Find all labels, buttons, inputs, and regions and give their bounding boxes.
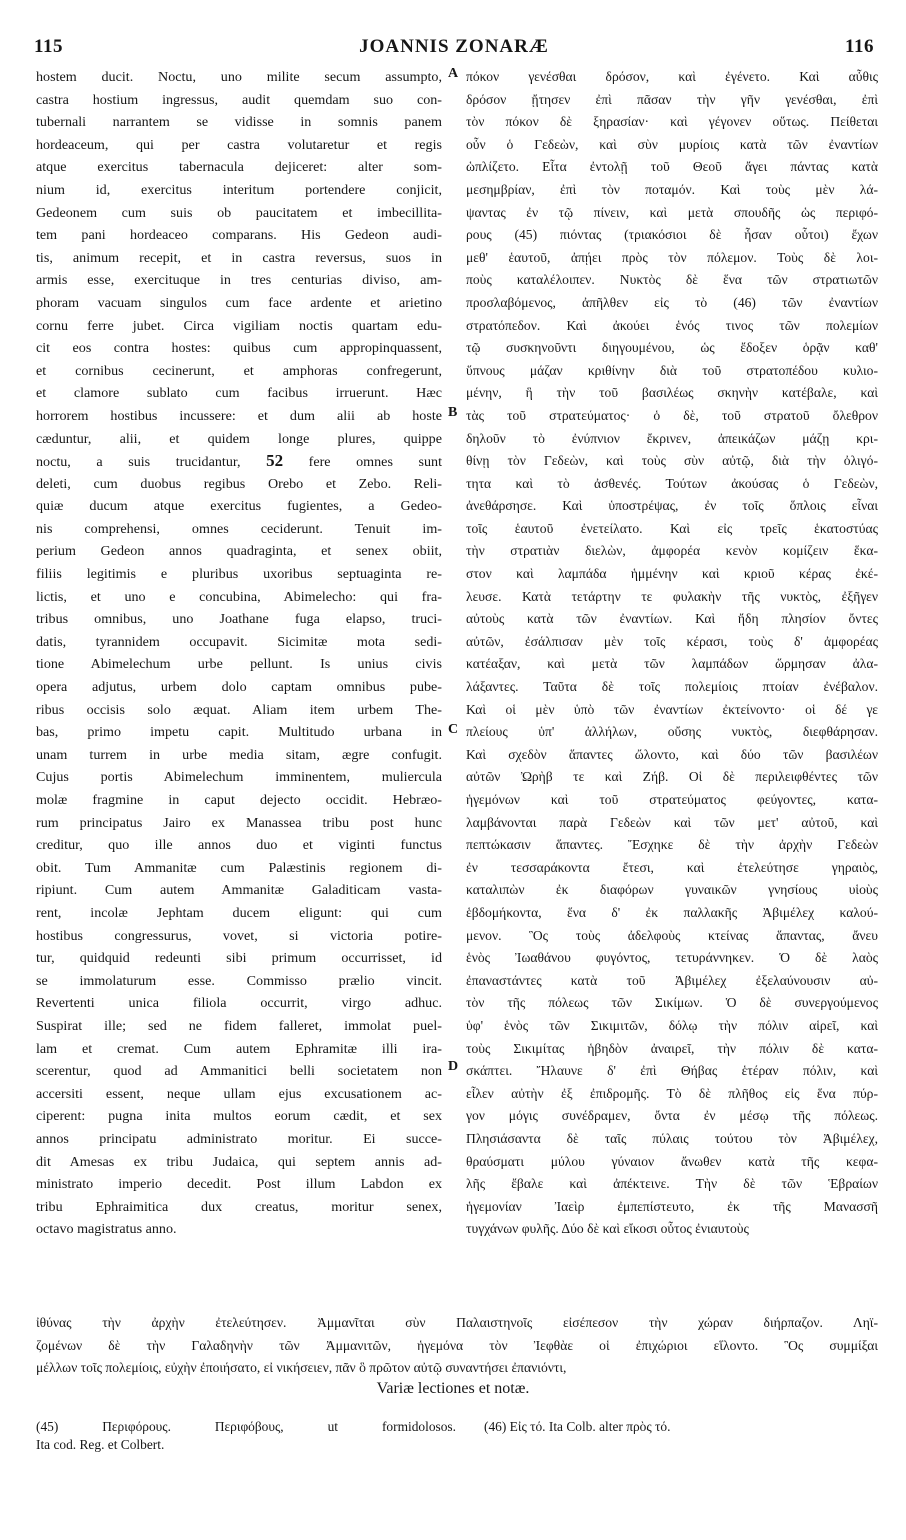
- note-line: (45) Περιφόρους. Περιφόβους, ut formidolosos.: [36, 1419, 456, 1434]
- latin-text-line: phoram vacuam singulos cum face ardente et arietino: [36, 294, 442, 311]
- greek-text-line: λῆς ἔβαλε καὶ ἀπέκτεινε. Τὴν δὲ τῶν Ἑβραίων: [466, 1176, 878, 1192]
- latin-text-line: nium id, exercitus interitum portendere conjicit,: [36, 181, 442, 198]
- latin-text-line: tione Abimelechum urbe pellunt. Is unius civis: [36, 656, 442, 673]
- latin-text-line: obit. Tum Ammanitæ cum Palæstinis regionem di-: [36, 859, 442, 876]
- latin-text-line: Suspirat ille; sed ne fidem falleret, immolat puel-: [36, 1017, 442, 1034]
- latin-text-line: tubernali narrantem se vidisse in somnis panem: [36, 114, 442, 131]
- margin-marker-c: C: [448, 722, 459, 737]
- latin-text-line: tribu Ephraimitica dux creatus, moritur senex,: [36, 1198, 442, 1215]
- greek-text-line: αὐτοὺς κατὰ τῶν ἐναντίων. Καὶ ἤδη πλησίον ὄντες: [466, 611, 878, 627]
- latin-text-line: noctu, a suis trucidantur, 52 fere omnes sunt: [36, 451, 442, 471]
- latin-text-line: horrorem hostibus incussere: et dum alii ab hoste: [36, 407, 442, 424]
- latin-text-line: ripiunt. Cum autem Ammanitæ Galaditicam vasta-: [36, 882, 442, 899]
- latin-text-line: et cornibus cecinerunt, et amphoras confregerunt,: [36, 362, 442, 379]
- latin-text-line: castra hostium ingressus, audit quemdam suo con-: [36, 91, 442, 108]
- latin-text-line: tribus omnibus, uno Joathane fuga elapso, truci-: [36, 611, 442, 628]
- latin-text-line: perium Gedeon annos quadraginta, et senex obiit,: [36, 543, 442, 560]
- latin-text-line: datis, tyrannidem occupavit. Sicimitæ mota sedi-: [36, 633, 442, 650]
- greek-text-line: τῷ συσκηνοῦντι διηγουμένου, ὡς ἔδοξεν ὁρᾷν καθ': [466, 340, 878, 356]
- greek-text-line: θραύσματι μύλου γύναιον ἄνωθεν κατὰ τῆς κεφα-: [466, 1153, 878, 1169]
- latin-text-line: octavo magistratus anno.: [36, 1221, 177, 1238]
- latin-text-line: cornu ferre jubet. Circa vigiliam noctis quartam edu-: [36, 317, 442, 334]
- greek-text-line: τὸν τῆς πόλεως τῶν Σικίμων. Ὁ δὲ συνεργούμενος: [466, 995, 878, 1011]
- full-width-greek-text: [36, 1312, 878, 1380]
- latin-text-line: hostem ducit. Noctu, uno milite secum assumpto,: [36, 69, 442, 85]
- note-46: [484, 1418, 884, 1436]
- greek-text-line: μέλλων τοῖς πολεμίοις, εὐχὴν ἐποιήσατο, εἰ νικήσειεν, πᾶν ὃ πρῶτον αὐτῷ συναντήσει ἐπανιόντι,: [36, 1360, 567, 1376]
- latin-text-line: molæ fragmine in caput dejecto occidit. Hebræo-: [36, 792, 442, 808]
- latin-text-line: cit eos contra hostes: quibus cum appropinquassent,: [36, 340, 442, 357]
- folio-number: 52: [266, 451, 284, 471]
- greek-text-line: ἡγεμόνων καὶ τοῦ στρατεύματος φεύγοντες, κατα-: [466, 792, 878, 807]
- greek-text-line: τυγχάνων φυλῆς. Δύο δὲ καὶ εἴκοσι οὗτος ἐνιαυτοὺς: [466, 1221, 749, 1237]
- latin-text-line: filiis legitimis e pluribus uxoribus septuaginta re-: [36, 566, 442, 583]
- greek-text-line: θίνῃ τὸν Γεδεὼν, καὶ τοὺς σὺν αὐτῷ, διὰ τὴν ὀλιγό-: [466, 453, 878, 469]
- latin-text-line: quiæ ducum atque exercitus fugientes, a Gedeo-: [36, 498, 442, 515]
- greek-text-line: πεπτώκασιν ἅπαντες. Ἔσχηκε δὲ τὴν ἀρχὴν Γεδεὼν: [466, 837, 878, 853]
- greek-text-line: τοῖς ἑαυτοῦ ἐνετείλατο. Καὶ εἰς τρεῖς ἑκατοστύας: [466, 520, 878, 536]
- latin-text-line: atque exercitus tabernacula dejiceret: alter som-: [36, 159, 442, 176]
- greek-text-line: εἷλεν αὐτὴν ἐξ ἐπιδρομῆς. Τὸ δὲ πλῆθος εἰς ἕνα πύρ-: [466, 1085, 878, 1101]
- latin-text-line: ministrato imperio decedit. Post illum Labdon ex: [36, 1176, 442, 1193]
- latin-text-line: Cujus portis Abimelechum imminentem, muliercula: [36, 769, 442, 786]
- latin-text-line: tur, quidquid redeunti sibi primum occurrisset, id: [36, 950, 442, 967]
- greek-text-line: ψαντας ἐν τῷ πίνειν, καὶ μετὰ σπουδῆς ὡς περιφό-: [466, 204, 878, 220]
- latin-column: [36, 66, 442, 1241]
- page-number-left: 115: [34, 36, 63, 57]
- latin-text-line: unam turrem in urbe media sitam, ægre confugit.: [36, 746, 442, 763]
- greek-text-line: ἑβδομήκοντα, ἕνα δ' ἐκ παλλακῆς Ἀβιμέλεχ καλού-: [466, 904, 878, 920]
- latin-text-line: tem pani hordeaceo comparans. His Gedeon audi-: [36, 227, 442, 244]
- greek-text-line: δηλοῦν τὸ ἐνύπνιον ἔκρινεν, ἀπεικάζων μάζῃ κρι-: [466, 430, 878, 446]
- latin-text-line: annos principatu administrato moritur. Ei succe-: [36, 1130, 442, 1147]
- greek-text-line: γον μόγις συνέδραμεν, ὄντα ἐν μέσῳ τῆς πόλεως.: [466, 1108, 878, 1124]
- greek-text-line: λευσε. Κατὰ τετάρτην τε φυλακὴν τῆς νυκτὸς, ἐξῆγεν: [466, 588, 878, 604]
- greek-text-line: Πλησιάσαντα δὲ ταῖς πύλαις τούτου τὸν Ἀβιμέλεχ,: [466, 1130, 878, 1146]
- latin-text-line: creditur, quo ille annos duo et viginti functus: [36, 837, 442, 854]
- latin-text-line: se immolaturum esse. Commisso prælio vincit.: [36, 972, 442, 989]
- page-header: [34, 36, 874, 62]
- latin-text-line: ribus occisis solo æquat. Aliam item urbem The-: [36, 701, 442, 718]
- greek-text-line: ἐν τεσσαράκοντα ἔτεσι, καὶ ἐτελεύτησε γηραιὸς,: [466, 859, 878, 875]
- greek-text-line: ποὺς καταλέλοιπεν. Νυκτὸς δὲ ἕνα τῶν στρατιωτῶν: [466, 272, 878, 288]
- greek-text-line: μενον. Ὃς τοὺς ἀδελφοὺς κτείνας ἅπαντας, ἄνευ: [466, 927, 878, 943]
- margin-marker-a: A: [448, 66, 459, 81]
- greek-text-line: μεσημβρίαν, ἐπὶ τὸν ποταμόν. Καὶ τοὺς μὲν λά-: [466, 181, 878, 197]
- greek-text-line: λάξαντες. Ταῦτα δὲ τοῖς πολεμίοις πτοίαν ἐνέβαλον.: [466, 679, 878, 695]
- latin-text-line: ciperent: pugna inita multos eorum cædit, et sex: [36, 1108, 442, 1125]
- greek-text-line: πλείους ὑπ' ἀλλήλων, οὔσης νυκτὸς, διεφθάρησαν.: [466, 724, 878, 740]
- notes-title: Variæ lectiones et notæ.: [376, 1380, 530, 1397]
- latin-text-line: Revertenti unica filiola occurrit, virgo adhuc.: [36, 995, 442, 1012]
- greek-text-line: τοὺς Σικιμίτας ἡβηδὸν ἀναιρεῖ, τὴν πόλιν δὲ κατα-: [466, 1040, 878, 1056]
- greek-text-line: τὰς τοῦ στρατεύματος· ὁ δὲ, τοῦ στρατοῦ ὄλεθρον: [466, 407, 878, 423]
- greek-text-line: προσλαβόμενος, ἀπῆλθεν εἰς τὸ (46) τῶν ἐναντίων: [466, 294, 878, 310]
- greek-text-line: ζομένων δὲ τὴν Γαλαδηνὴν τῶν Ἀμμανιτῶν, ἡγεμόνα τὸν Ἰεφθὰε οἱ ἐπιχώριοι εἵλοντο. Ὃς συμμίξαι: [36, 1337, 878, 1353]
- greek-text-line: μένην, ἣ τὴν τοῦ βασιλέως σκηνὴν κατέβαλε, καὶ: [466, 385, 878, 401]
- greek-text-line: μεθ' ἑαυτοῦ, ἀπῄει πρὸς τὸν πόλεμον. Τοὺς δὲ λοι-: [466, 249, 878, 265]
- note-line: (46) Εἰς τό. Ita Colb. alter πρὸς τό.: [484, 1419, 671, 1434]
- latin-text-line: tis, animum recepit, et in castra reversus, suos in: [36, 249, 442, 266]
- greek-text-line: λαμβάνονται παρὰ Γεδεὼν καὶ τῶν μετ' αὐτοῦ, καὶ: [466, 814, 878, 830]
- greek-text-line: οὖν ὁ Γεδεὼν, καὶ σὺν μυρίοις κατὰ τῶν ἐναντίων: [466, 136, 878, 152]
- greek-text-line: δρόσον ᾔτησεν ἐπὶ πᾶσαν τὴν γῆν γενέσθαι, ἐπὶ: [466, 91, 878, 107]
- greek-text-line: τὸν πόκον δὲ ξηρασίαν· καὶ γέγονεν οὕτως. Πείθεται: [466, 114, 878, 130]
- margin-marker-d: D: [448, 1059, 459, 1074]
- latin-text-line: hordeaceum, qui per castra volutaretur et regis: [36, 136, 442, 153]
- greek-text-line: ὕπνους μάζαν κριθίνην διὰ τοῦ στρατοπέδου κυλιο-: [466, 362, 878, 378]
- latin-text-line: Gedeonem cum suis ob paucitatem et imbecillita-: [36, 204, 442, 221]
- page-number-right: 116: [845, 36, 874, 57]
- latin-text-line: et clamore sublato cum facibus irruerunt. Hæc: [36, 385, 442, 402]
- greek-text-line: αὐτῶν, ἐσάλπισαν μὲν τοῖς κέρασι, τοὺς δ' ἀμφορέας: [466, 633, 878, 649]
- latin-text-line: armis esse, exercituque in tres centurias diviso, am-: [36, 272, 442, 289]
- latin-text-line: dit Amesas ex tribu Judaica, qui septem annis ad-: [36, 1153, 442, 1170]
- greek-text-line: ρους (45) πιόντας (τριακόσιοι δὲ ἦσαν οὗτοι) ἔχων: [466, 227, 878, 243]
- greek-text-line: πόκον γενέσθαι δρόσον, καὶ ἐγένετο. Καὶ αὖθις: [466, 69, 878, 84]
- greek-text-line: ἑνὸς Ἰωαθάνου φυγόντος, τετυράννηκεν. Ὁ δὲ λαὸς: [466, 950, 878, 966]
- latin-text-line: deleti, cum duobus regibus Orebo et Zebo. Reli-: [36, 475, 442, 492]
- greek-text-line: κατέαξαν, καὶ μετὰ τῶν λαμπάδων ὥρμησαν ἀλα-: [466, 656, 878, 672]
- greek-column: [466, 66, 878, 1241]
- greek-text-line: ὑφ' ἑνὸς τῶν Σικιμιτῶν, δόλῳ τὴν πόλιν αἱρεῖ, καὶ: [466, 1017, 878, 1033]
- latin-text-line: lictis, et uno e concubina, Abimelecho: qui fra-: [36, 588, 442, 605]
- latin-text-line: nis comprehensi, omnes ceciderunt. Tenuit im-: [36, 520, 442, 537]
- latin-text-line: rent, incolæ Jephtam ducem eligunt: qui cum: [36, 904, 442, 921]
- latin-text-line: scerentur, quod ad Ammanitici belli societatem non: [36, 1063, 442, 1080]
- latin-text-line: rum principatus Jairo ex Manassea tribu post hunc: [36, 814, 442, 831]
- greek-text-line: ἡγεμονίαν Ἰαεὶρ ἐμπεπίστευτο, ἐκ τῆς Μανασσῆ: [466, 1198, 878, 1214]
- note-line: Ita cod. Reg. et Colbert.: [36, 1437, 165, 1452]
- greek-text-line: Καὶ σχεδὸν ἅπαντες ὤλοντο, καὶ δύο τῶν βασιλέων: [466, 746, 878, 762]
- greek-text-line: ἰθύνας τὴν ἀρχὴν ἐτελεύτησεν. Ἀμμανῖται σὺν Παλαιστηνοῖς εἰσέπεσον τὴν χώραν διήρπαζον. Ληϊ-: [36, 1315, 878, 1330]
- greek-text-line: αὐτῶν Ὠρὴβ τε καὶ Ζήβ. Οἱ δὲ περιλειφθέντες τῶν: [466, 769, 878, 785]
- greek-text-line: ὡπλίζετο. Εἶτα ἐντολῇ τοῦ Θεοῦ ἄγει πάντας κατὰ: [466, 159, 878, 175]
- latin-text-line: hostibus congressurus, vovet, si victoria potire-: [36, 927, 442, 944]
- running-title: JOANNIS ZONARÆ: [359, 36, 549, 57]
- latin-text-line: accersiti essent, neque ullam ejus excusationem ac-: [36, 1085, 442, 1102]
- margin-marker-b: B: [448, 405, 458, 420]
- latin-text-line: bas, primo impetu capit. Multitudo urbana in: [36, 724, 442, 741]
- greek-text-line: τὴν στρατιὰν διελὼν, ἀμφορέα κενὸν κομίζειν ἕκα-: [466, 543, 878, 559]
- greek-text-line: στον καὶ λαμπάδα ἡμμένην καὶ κριοῦ κέρας ἐκέ-: [466, 566, 878, 582]
- note-45: [36, 1418, 456, 1454]
- latin-text-line: opera adjutus, urbem dolo captam omnibus pube-: [36, 679, 442, 696]
- latin-text-line: lam et cremat. Cum autem Ephramitæ illi ira-: [36, 1040, 442, 1057]
- greek-text-line: τητα καὶ τὸ ἀσθενές. Τούτων ἀκούσας ὁ Γεδεὼν,: [466, 475, 878, 491]
- greek-text-line: στρατόπεδον. Καὶ ἀκούει ἑνός τινος τῶν πολεμίων: [466, 317, 878, 333]
- greek-text-line: Καὶ οἱ μὲν ὑπὸ τῶν ἐναντίων ἐκτείνοντο· οἱ δέ γε: [466, 701, 878, 717]
- greek-text-line: ἐπαναστάντες κατὰ τοῦ Ἀβιμέλεχ ἐξελαύνουσιν αὐ-: [466, 972, 878, 988]
- latin-text-line: cæduntur, alii, et quidem longe plures, quippe: [36, 430, 442, 447]
- greek-text-line: σκάπτει. Ἤλαυνε δ' ἐπὶ Θήβας ἑτέραν πόλιν, καὶ: [466, 1063, 878, 1079]
- greek-text-line: ἀνεθάρσησε. Καὶ ὑποστρέψας, ἐν τοῖς ὅπλοις εἶναι: [466, 498, 878, 514]
- greek-text-line: καταλιπὼν ἐκ διαφόρων γυναικῶν γνησίους υἱοὺς: [466, 882, 878, 898]
